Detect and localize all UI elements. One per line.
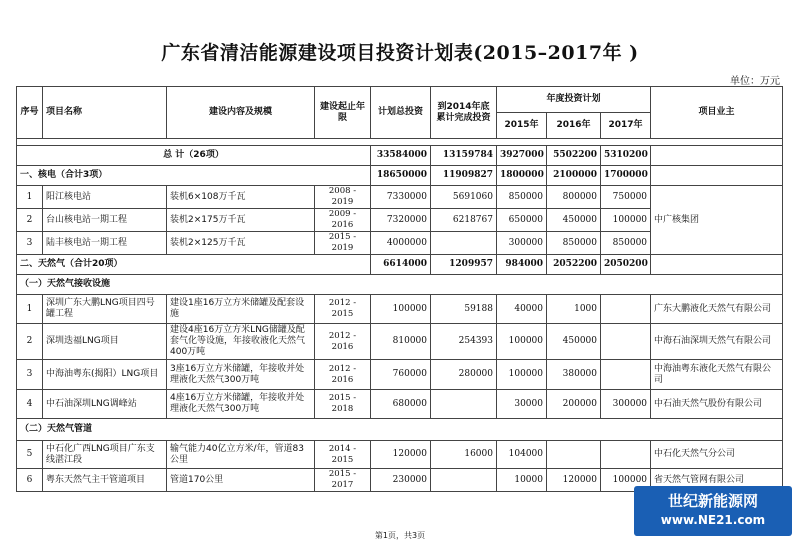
- row-done: [431, 469, 497, 492]
- cat-2017-value: 2050200: [601, 255, 651, 275]
- row-2017: 100000: [601, 469, 651, 492]
- nuclear-owner: 中广核集团: [651, 186, 783, 255]
- table-row: [17, 324, 783, 360]
- total-row: [17, 146, 783, 166]
- investment-table: [16, 86, 783, 492]
- row-years: 2015 - 2018: [315, 390, 371, 419]
- watermark-line1: 世纪新能源网: [667, 492, 758, 510]
- row-total: 100000: [371, 295, 431, 324]
- row-total: 7320000: [371, 209, 431, 232]
- page-title: 广东省清洁能源建设项目投资计划表(2015–2017年 ): [161, 42, 639, 64]
- header-years: 建设起止年限: [315, 87, 371, 139]
- cat-2017-value: 1700000: [601, 166, 651, 186]
- row-seq: 3: [17, 232, 43, 255]
- row-total: 4000000: [371, 232, 431, 255]
- cat-2016-value: 2052200: [547, 255, 601, 275]
- row-2017: [601, 324, 651, 360]
- row-seq: 1: [17, 186, 43, 209]
- empty-cell: [651, 146, 783, 166]
- site-watermark: [634, 486, 792, 536]
- row-owner: 广东大鹏液化天然气有限公司: [651, 295, 783, 324]
- header-seq: 序号: [17, 87, 43, 139]
- row-2017: 100000: [601, 209, 651, 232]
- row-owner: 中石化天然气分公司: [651, 441, 783, 469]
- row-2015: 100000: [497, 360, 547, 390]
- row-seq: 1: [17, 295, 43, 324]
- row-content: 建设1座16万立方米储罐及配套设施: [167, 295, 315, 324]
- row-name: 深圳迭福LNG项目: [43, 324, 167, 360]
- cat-total-value: 6614000: [371, 255, 431, 275]
- table-row: [17, 360, 783, 390]
- row-2017: 850000: [601, 232, 651, 255]
- total-2015-value: 3927000: [497, 146, 547, 166]
- row-years: 2012 - 2015: [315, 295, 371, 324]
- row-2017: [601, 441, 651, 469]
- row-done: 59188: [431, 295, 497, 324]
- cat-done-value: 11909827: [431, 166, 497, 186]
- row-name: 中石化广西LNG项目广东支线湛江段: [43, 441, 167, 469]
- row-2016: 850000: [547, 232, 601, 255]
- row-seq: 5: [17, 441, 43, 469]
- cat-done-value: 1209957: [431, 255, 497, 275]
- cat-2015-value: 984000: [497, 255, 547, 275]
- row-2015: 104000: [497, 441, 547, 469]
- header-2016: 2016年: [547, 113, 601, 139]
- empty-cell: [651, 166, 783, 186]
- header-row: [17, 87, 783, 113]
- header-2017: 2017年: [601, 113, 651, 139]
- cat-total-value: 18650000: [371, 166, 431, 186]
- header-content: 建设内容及规模: [167, 87, 315, 139]
- row-name: 深圳广东大鹏LNG项目四号罐工程: [43, 295, 167, 324]
- table-row: [17, 295, 783, 324]
- row-total: 680000: [371, 390, 431, 419]
- total-plan-value: 33584000: [371, 146, 431, 166]
- row-content: 装机6×108万千瓦: [167, 186, 315, 209]
- header-name: 项目名称: [43, 87, 167, 139]
- row-done: 6218767: [431, 209, 497, 232]
- row-seq: 4: [17, 390, 43, 419]
- row-owner: 省天然气管网有限公司: [651, 469, 783, 492]
- row-content: 装机2×125万千瓦: [167, 232, 315, 255]
- row-seq: 6: [17, 469, 43, 492]
- row-2016: 380000: [547, 360, 601, 390]
- row-2016: 450000: [547, 209, 601, 232]
- row-total: 120000: [371, 441, 431, 469]
- row-2015: 850000: [497, 186, 547, 209]
- subcategory-label: （一）天然气接收设施: [17, 275, 783, 295]
- row-2016: [547, 441, 601, 469]
- row-name: 陆丰核电站一期工程: [43, 232, 167, 255]
- subcategory-label: （二）天然气管道: [17, 419, 783, 441]
- row-content: 3座16万立方米储罐，年接收并处理液化天然气300万吨: [167, 360, 315, 390]
- category-row-gas: [17, 255, 783, 275]
- row-2016: 120000: [547, 469, 601, 492]
- header-2015: 2015年: [497, 113, 547, 139]
- row-2015: 650000: [497, 209, 547, 232]
- table-row: [17, 186, 783, 209]
- row-total: 810000: [371, 324, 431, 360]
- page-footer: 第1页，共3页: [374, 531, 426, 540]
- category-label: 一、核电（合计3项）: [17, 166, 371, 186]
- spacer-row: [17, 139, 783, 146]
- row-years: 2015 - 2019: [315, 232, 371, 255]
- total-label: 总 计（26项）: [17, 146, 371, 166]
- row-2016: 800000: [547, 186, 601, 209]
- row-years: 2012 - 2016: [315, 324, 371, 360]
- row-owner: 中石油天然气股份有限公司: [651, 390, 783, 419]
- header-total-plan: 计划总投资: [371, 87, 431, 139]
- cat-2016-value: 2100000: [547, 166, 601, 186]
- category-row-nuclear: [17, 166, 783, 186]
- total-done-value: 13159784: [431, 146, 497, 166]
- row-name: 阳江核电站: [43, 186, 167, 209]
- row-done: [431, 390, 497, 419]
- row-2017: [601, 360, 651, 390]
- row-2017: [601, 295, 651, 324]
- row-owner: 中海石油深圳天然气有限公司: [651, 324, 783, 360]
- row-2017: 300000: [601, 390, 651, 419]
- row-seq: 3: [17, 360, 43, 390]
- row-content: 输气能力40亿立方米/年，管道83公里: [167, 441, 315, 469]
- watermark-line2: www.NE21.com: [660, 513, 766, 527]
- row-done: 280000: [431, 360, 497, 390]
- row-seq: 2: [17, 324, 43, 360]
- total-2017-value: 5310200: [601, 146, 651, 166]
- category-label: 二、天然气（合计20项）: [17, 255, 371, 275]
- row-years: 2015 - 2017: [315, 469, 371, 492]
- row-years: 2008 - 2019: [315, 186, 371, 209]
- table-row: [17, 441, 783, 469]
- row-done: [431, 232, 497, 255]
- row-2016: 450000: [547, 324, 601, 360]
- row-years: 2014 - 2015: [315, 441, 371, 469]
- row-done: 5691060: [431, 186, 497, 209]
- row-total: 230000: [371, 469, 431, 492]
- total-2016-value: 5502200: [547, 146, 601, 166]
- subcategory-row: [17, 419, 783, 441]
- row-2015: 100000: [497, 324, 547, 360]
- row-2016: 200000: [547, 390, 601, 419]
- row-content: 装机2×175万千瓦: [167, 209, 315, 232]
- table-row: [17, 390, 783, 419]
- empty-cell: [651, 255, 783, 275]
- row-seq: 2: [17, 209, 43, 232]
- row-name: 中海油粤东(揭阳）LNG项目: [43, 360, 167, 390]
- subcategory-row: [17, 275, 783, 295]
- cat-2015-value: 1800000: [497, 166, 547, 186]
- row-years: 2009 - 2016: [315, 209, 371, 232]
- header-owner: 项目业主: [651, 87, 783, 139]
- row-name: 台山核电站一期工程: [43, 209, 167, 232]
- row-content: 管道170公里: [167, 469, 315, 492]
- row-name: 粤东天然气主干管道项目: [43, 469, 167, 492]
- row-2015: 10000: [497, 469, 547, 492]
- unit-label: 单位：万元: [730, 76, 780, 87]
- row-2017: 750000: [601, 186, 651, 209]
- row-owner: 中海油粤东液化天然气有限公司: [651, 360, 783, 390]
- row-content: 建设4座16万立方米LNG储罐及配套气化等设施，年接收液化天然气400万吨: [167, 324, 315, 360]
- row-2015: 40000: [497, 295, 547, 324]
- row-done: 16000: [431, 441, 497, 469]
- row-total: 7330000: [371, 186, 431, 209]
- row-total: 760000: [371, 360, 431, 390]
- row-2015: 300000: [497, 232, 547, 255]
- row-years: 2012 - 2016: [315, 360, 371, 390]
- row-2016: 1000: [547, 295, 601, 324]
- row-done: 254393: [431, 324, 497, 360]
- header-annual: 年度投资计划: [497, 87, 651, 113]
- header-done-2014: 到2014年底累计完成投资: [431, 87, 497, 139]
- row-content: 4座16万立方米储罐，年接收并处理液化天然气300万吨: [167, 390, 315, 419]
- row-2015: 30000: [497, 390, 547, 419]
- row-name: 中石油深圳LNG调峰站: [43, 390, 167, 419]
